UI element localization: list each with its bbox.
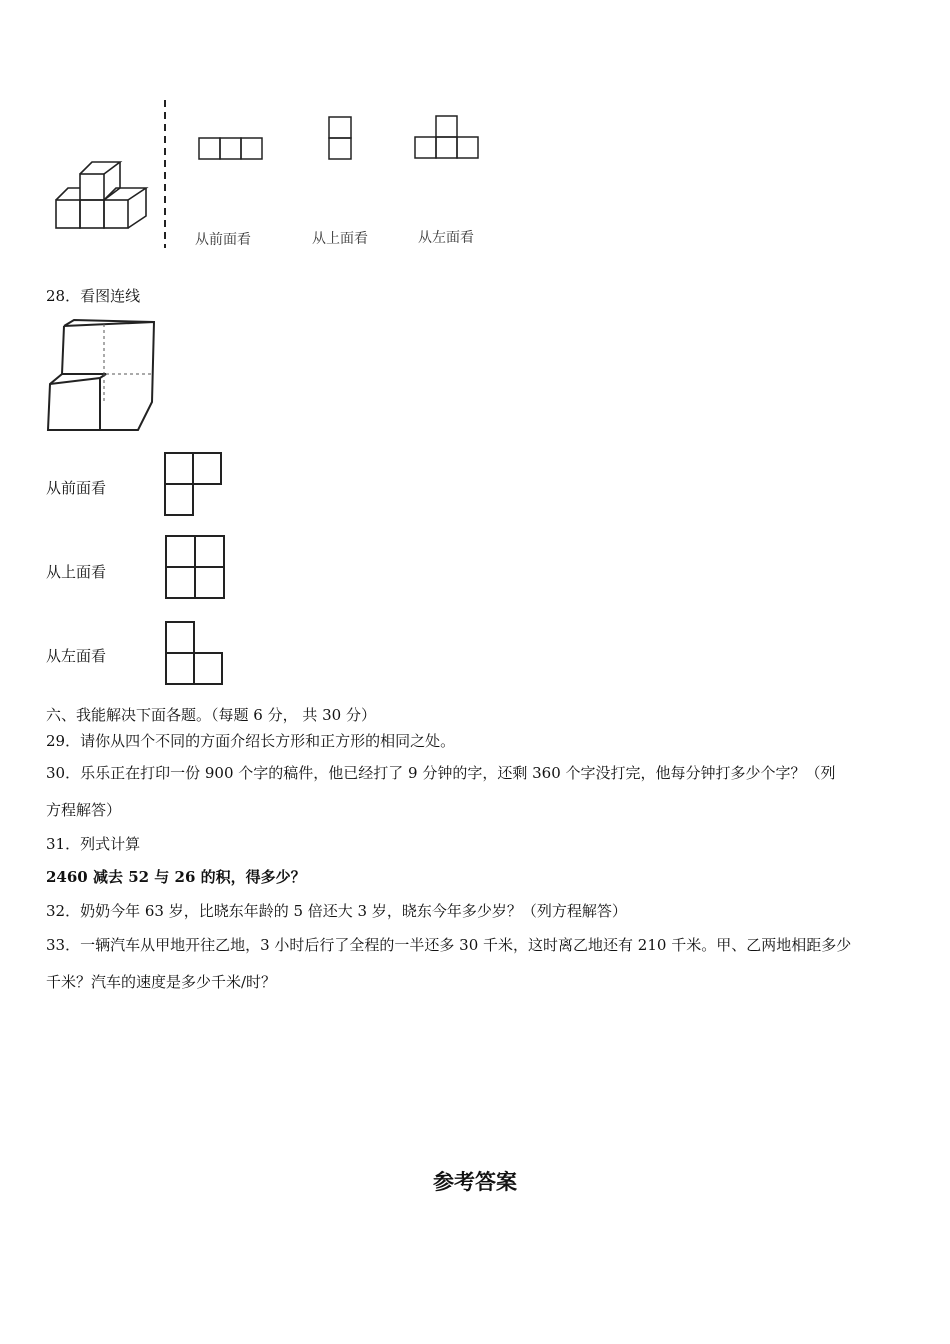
section6-header: 六、我能解决下面各题。（每题 6 分， 共 30 分） — [46, 706, 376, 724]
question-33-line1: 33．一辆汽车从甲地开往乙地，3 小时后行了全程的一半还多 30 千米，这时离乙地还有 210 千米。甲、乙两地相距多少 — [46, 936, 852, 954]
q28-solid-figure — [46, 318, 156, 434]
question-29: 29．请你从四个不同的方面介绍长方形和正方形的相同之处。 — [46, 732, 456, 750]
question-30-line1: 30．乐乐正在打印一份 900 个字的稿件，他已经打了 9 分钟的字，还剩 360 个字没打完，他每分钟打多少个字？（列 — [46, 764, 836, 782]
q28-left-view-shape — [164, 620, 226, 686]
top-label-front: 从前面看 — [195, 232, 251, 248]
top-label-left: 从左面看 — [418, 230, 474, 246]
q28-label-front: 从前面看 — [46, 479, 107, 497]
q28-label-top: 从上面看 — [46, 563, 107, 581]
left-view-shape — [414, 115, 484, 161]
front-view-shape — [198, 137, 268, 163]
question-31-body: 2460 减去 52 与 26 的积，得多少？ — [46, 868, 306, 886]
cube-stack-figure — [52, 158, 152, 238]
question-31-title: 31．列式计算 — [46, 835, 141, 853]
dashed-divider — [162, 100, 168, 250]
question-30-line2: 方程解答） — [46, 801, 122, 819]
answer-section-title: 参考答案 — [433, 1170, 517, 1194]
top-view-shape — [328, 116, 354, 162]
q28-title: 28．看图连线 — [46, 287, 141, 305]
q28-top-view-shape — [164, 534, 228, 602]
question-32: 32．奶奶今年 63 岁，比晓东年龄的 5 倍还大 3 岁，晓东今年多少岁？（列方程解答） — [46, 902, 627, 920]
top-label-top: 从上面看 — [312, 231, 368, 247]
q28-front-view-shape — [164, 451, 226, 517]
question-33-line2: 千米？汽车的速度是多少千米/时？ — [46, 973, 277, 991]
q28-label-left: 从左面看 — [46, 647, 107, 665]
